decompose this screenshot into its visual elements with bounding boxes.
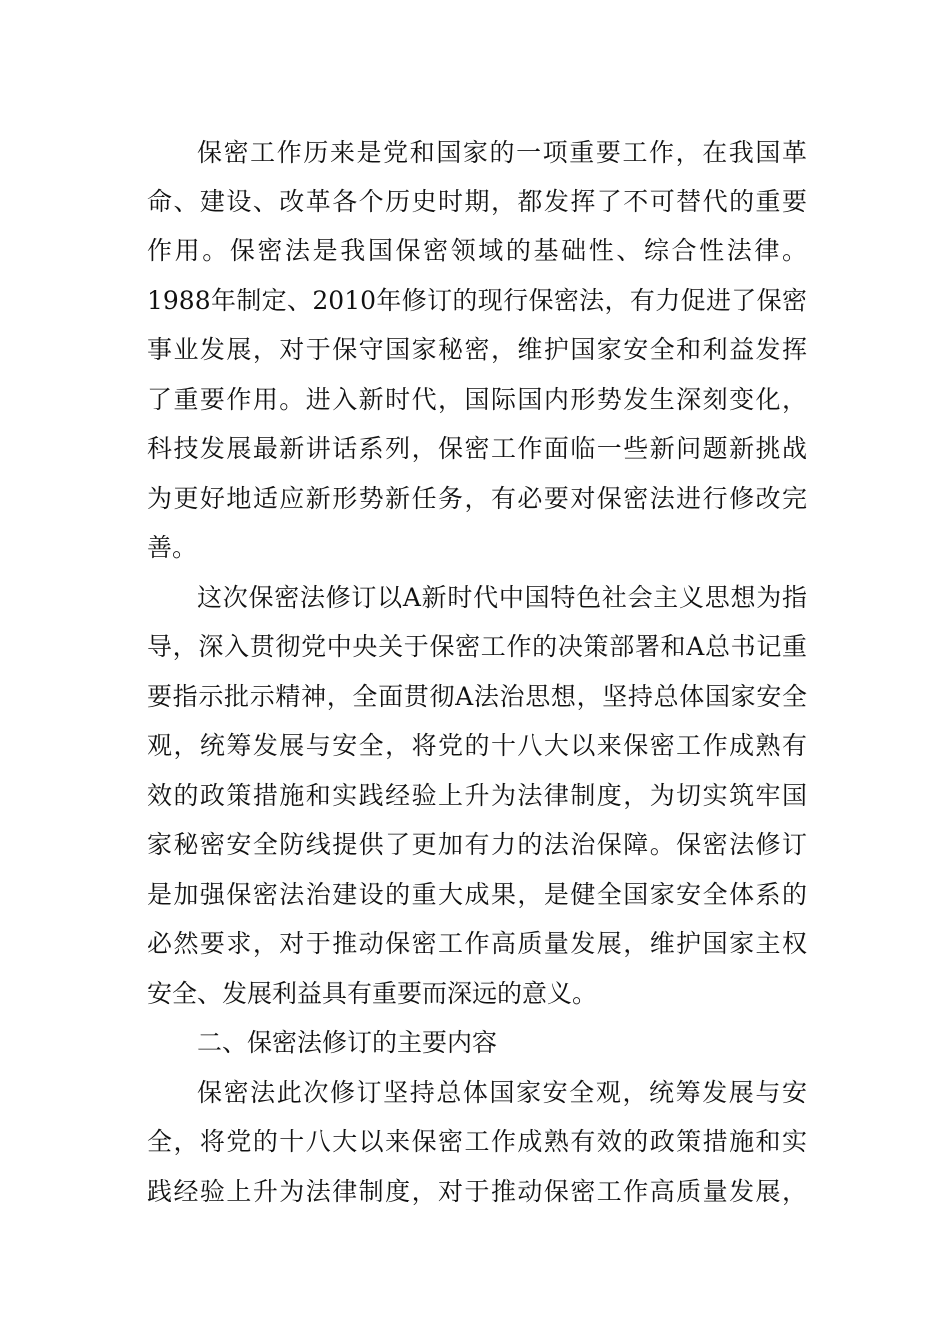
paragraph-2-line-6: 家秘密安全防线提供了更加有力的法治保障。保密法修订: [147, 830, 807, 859]
paragraph-2-line-4: 观，统筹发展与安全，将党的十八大以来保密工作成熟有: [147, 731, 807, 760]
paragraph-2-line-7: 是加强保密法治建设的重大成果，是健全国家安全体系的: [147, 880, 807, 909]
section-heading: 二、保密法修订的主要内容: [197, 1028, 498, 1057]
paragraph-1-line-4: 1988年制定、2010年修订的现行保密法，有力促进了保密: [147, 286, 807, 315]
paragraph-1-line-1: 保密工作历来是党和国家的一项重要工作，在我国革: [197, 138, 807, 167]
paragraph-2-line-9: 安全、发展利益具有重要而深远的意义。: [147, 979, 598, 1008]
paragraph-2-line-2: 导，深入贯彻党中央关于保密工作的决策部署和A总书记重: [147, 632, 807, 661]
paragraph-1-line-6: 了重要作用。进入新时代，国际国内形势发生深刻变化，: [147, 385, 807, 414]
paragraph-1-line-7: 科技发展最新讲话系列，保密工作面临一些新问题新挑战: [147, 434, 807, 463]
paragraph-2-line-3: 要指示批示精神，全面贯彻A法治思想，坚持总体国家安全: [147, 682, 807, 711]
paragraph-2-line-8: 必然要求，对于推动保密工作高质量发展，维护国家主权: [147, 929, 807, 958]
paragraph-3-line-3: 践经验上升为法律制度，对于推动保密工作高质量发展，: [147, 1177, 807, 1206]
paragraph-1-line-8: 为更好地适应新形势新任务，有必要对保密法进行修改完: [147, 484, 807, 513]
paragraph-1-line-5: 事业发展，对于保守国家秘密，维护国家安全和利益发挥: [147, 335, 807, 364]
paragraph-2-line-1: 这次保密法修订以A新时代中国特色社会主义思想为指: [197, 583, 807, 612]
paragraph-1-line-2: 命、建设、改革各个历史时期，都发挥了不可替代的重要: [147, 187, 807, 216]
paragraph-1-line-9: 善。: [147, 533, 198, 562]
paragraph-3-line-1: 保密法此次修订坚持总体国家安全观，统筹发展与安: [197, 1078, 807, 1107]
paragraph-3-line-2: 全，将党的十八大以来保密工作成熟有效的政策措施和实: [147, 1127, 807, 1156]
paragraph-2-line-5: 效的政策措施和实践经验上升为法律制度，为切实筑牢国: [147, 781, 807, 810]
paragraph-1-line-3: 作用。保密法是我国保密领域的基础性、综合性法律。: [147, 236, 807, 265]
